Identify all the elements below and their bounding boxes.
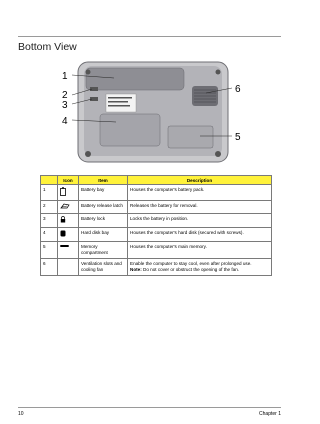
page-title: Bottom View xyxy=(18,41,77,53)
row-item: Battery lock xyxy=(79,214,128,228)
table-row xyxy=(41,259,272,276)
sticker-label xyxy=(106,94,136,112)
table-row xyxy=(41,185,272,201)
battery-bay-icon xyxy=(58,185,79,201)
row-number: 2 xyxy=(41,201,58,214)
table-row xyxy=(41,228,272,242)
row-description: Locks the battery in position. xyxy=(128,214,272,228)
battery-lock-icon xyxy=(58,214,79,228)
row-item: Hard disk bay xyxy=(79,228,128,242)
row-note xyxy=(130,267,269,273)
row-number: 4 xyxy=(41,228,58,242)
row-number: 6 xyxy=(41,259,58,276)
hdd-bay-area xyxy=(100,114,160,146)
chapter-label: Chapter 1 xyxy=(259,411,281,417)
battery-bay-area xyxy=(86,68,184,90)
battery-release-latch-icon xyxy=(58,201,79,214)
row-item: Battery release latch xyxy=(79,201,128,214)
memory-compartment-icon xyxy=(58,242,79,259)
memory-area xyxy=(168,126,213,148)
header-icon: Icon xyxy=(58,176,79,185)
footer-rule xyxy=(18,407,281,408)
table-row xyxy=(41,242,272,259)
row-number: 5 xyxy=(41,242,58,259)
callout-1: 1 xyxy=(62,71,68,82)
components-table xyxy=(40,175,272,276)
row-description: Houses the computer's battery pack. xyxy=(128,185,272,201)
callout-6: 6 xyxy=(235,84,241,95)
header-item: Item xyxy=(79,176,128,185)
note-label: Note: xyxy=(130,267,142,272)
note-text: Do not cover or obstruct the opening of the fan. xyxy=(141,267,240,272)
row-description: Houses the computer's hard disk (secured with screws). xyxy=(128,228,272,242)
row-number: 1 xyxy=(41,185,58,201)
row-number: 3 xyxy=(41,214,58,228)
table-row xyxy=(41,214,272,228)
row-description: Houses the computer's main memory. xyxy=(128,242,272,259)
row-item: Battery bay xyxy=(79,185,128,201)
table-row xyxy=(41,201,272,214)
callout-3: 3 xyxy=(62,100,68,111)
laptop-bottom-figure xyxy=(60,60,255,165)
page-number: 10 xyxy=(18,411,24,417)
row-item: Memory compartment xyxy=(79,242,128,259)
row-description-text: Enable the computer to stay cool, even after prolonged use. xyxy=(130,261,252,266)
top-rule xyxy=(18,36,281,37)
header-description: Description xyxy=(128,176,272,185)
hard-disk-bay-icon xyxy=(58,228,79,242)
header-num xyxy=(41,176,58,185)
row-description xyxy=(128,259,272,276)
ventilation-fan-icon xyxy=(58,259,79,276)
callout-5: 5 xyxy=(235,132,241,143)
callout-2: 2 xyxy=(62,90,68,101)
table-header-row xyxy=(41,176,272,185)
callout-4: 4 xyxy=(62,116,68,127)
row-description: Releases the battery for removal. xyxy=(128,201,272,214)
row-item: Ventilation slots and cooling fan xyxy=(79,259,128,276)
